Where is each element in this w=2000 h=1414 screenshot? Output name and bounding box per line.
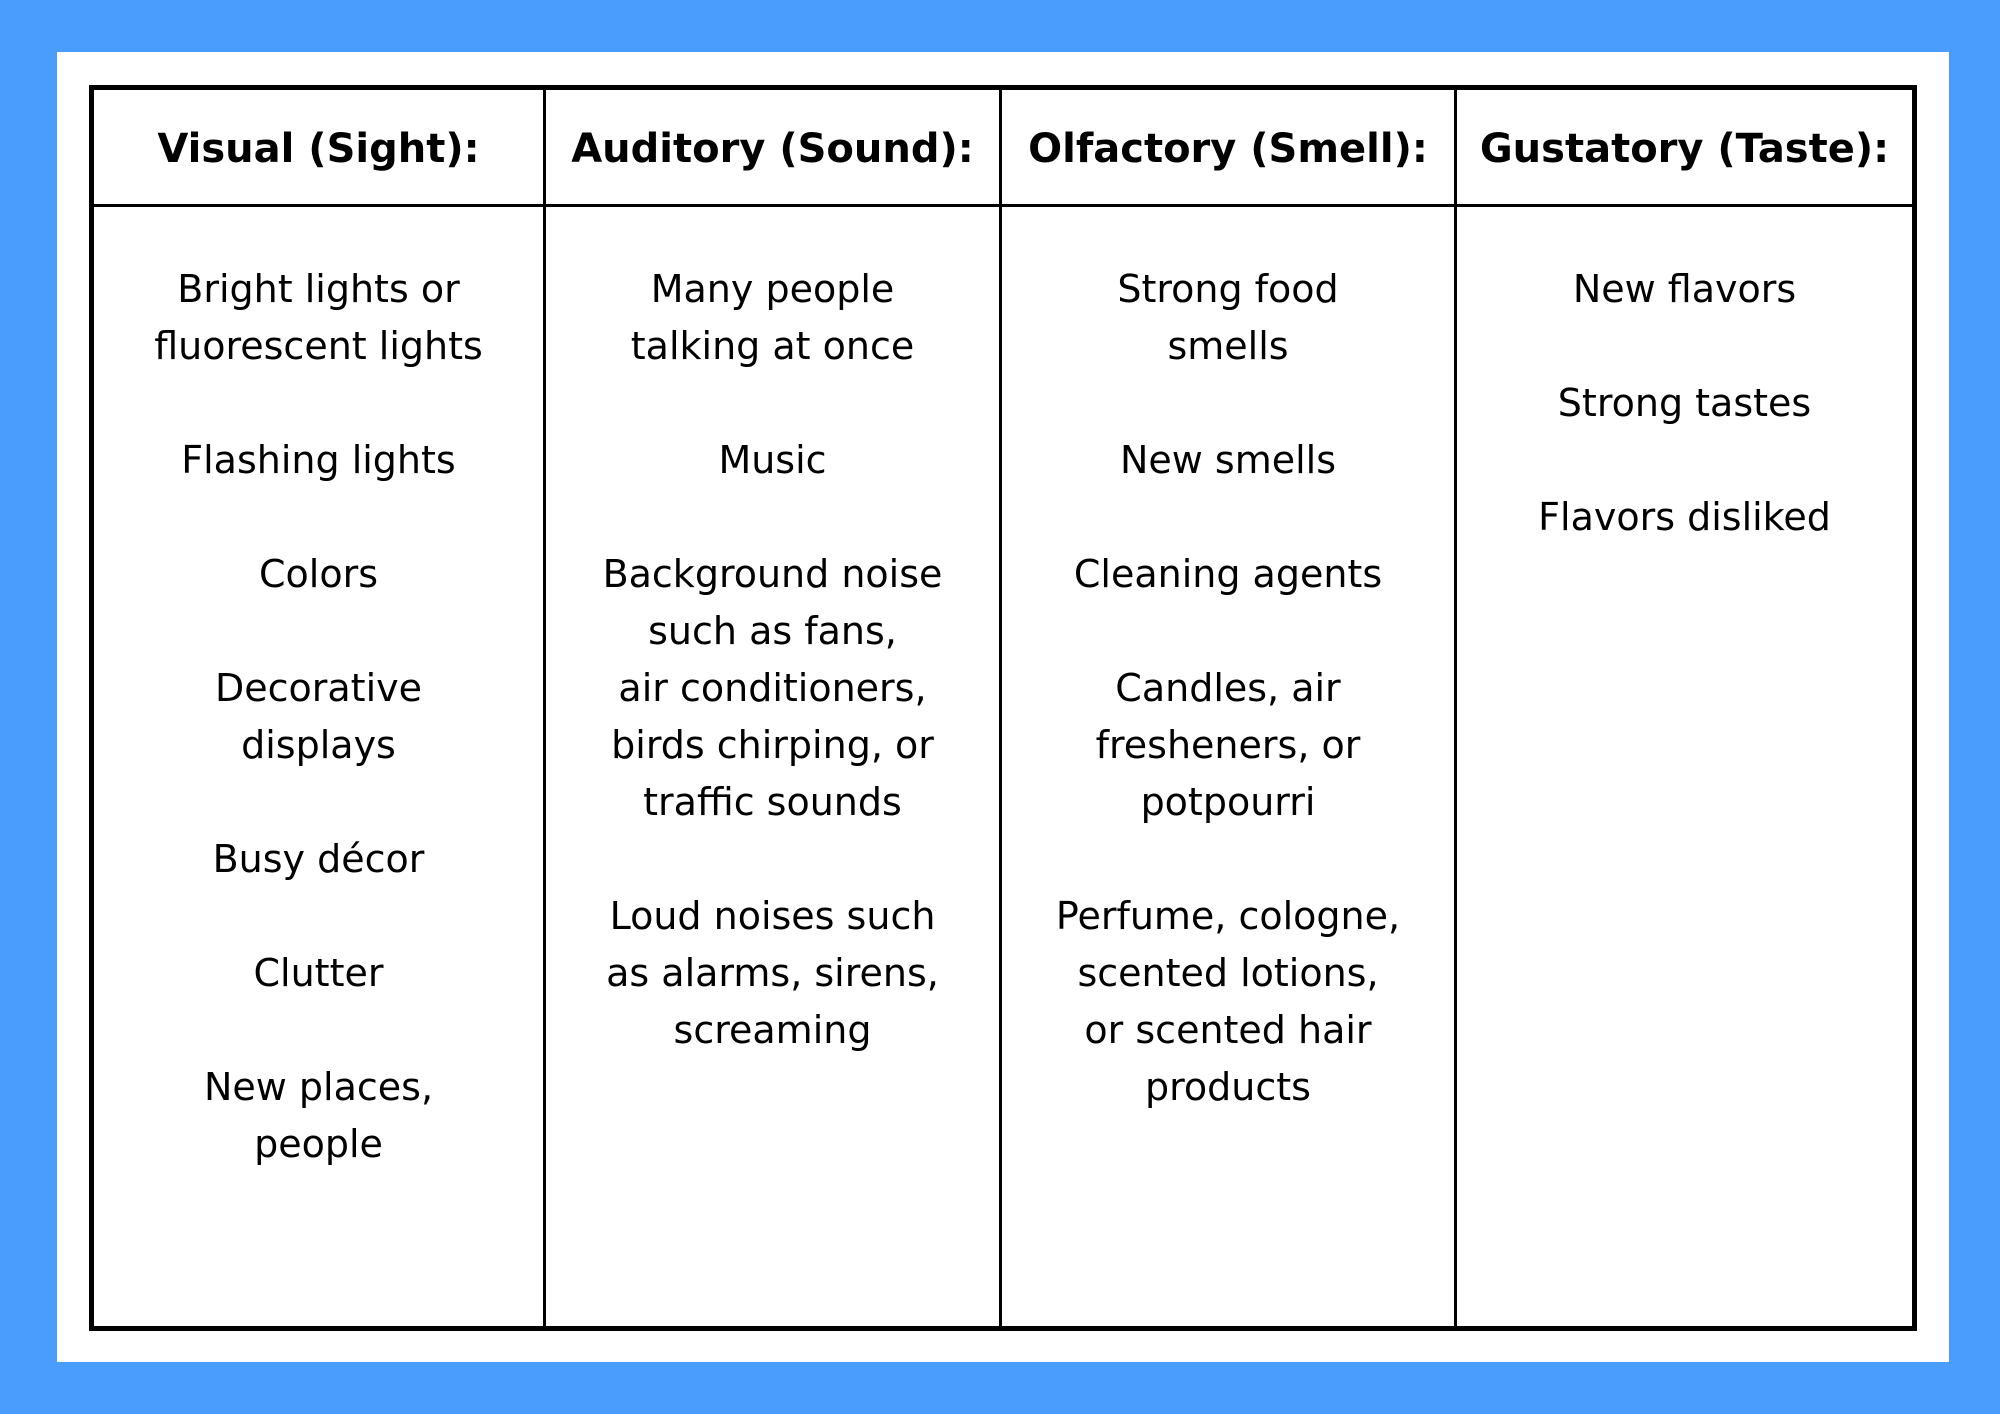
list-item: Colors bbox=[258, 552, 378, 596]
list-item: Cleaning agents bbox=[1073, 552, 1383, 596]
header-gustatory: Gustatory (Taste): bbox=[1457, 90, 1912, 207]
sensory-triggers-table bbox=[89, 85, 1917, 1331]
column-gustatory bbox=[1457, 207, 1912, 1326]
list-item: New smells bbox=[1119, 438, 1337, 482]
header-olfactory: Olfactory (Smell): bbox=[1002, 90, 1457, 207]
column-olfactory bbox=[1002, 207, 1457, 1326]
list-item: Loud noises such as alarms, sirens, screaming bbox=[606, 894, 939, 1052]
list-item: Clutter bbox=[253, 951, 384, 995]
list-item: Candles, air fresheners, or potpourri bbox=[1095, 666, 1361, 824]
list-item: Decorative displays bbox=[214, 666, 422, 767]
list-item: Flavors disliked bbox=[1538, 495, 1831, 539]
list-item: Strong tastes bbox=[1557, 381, 1812, 425]
list-item: Bright lights or fluorescent lights bbox=[154, 267, 483, 368]
list-item: Many people talking at once bbox=[630, 267, 915, 368]
list-item: Music bbox=[718, 438, 827, 482]
list-item: Strong food smells bbox=[1117, 267, 1339, 368]
list-item: Perfume, cologne, scented lotions, or scented hair products bbox=[1055, 894, 1401, 1109]
list-item: Busy décor bbox=[212, 837, 425, 881]
list-item: New places, people bbox=[203, 1065, 434, 1166]
header-visual: Visual (Sight): bbox=[94, 90, 546, 207]
list-item: New flavors bbox=[1572, 267, 1797, 311]
column-visual bbox=[94, 207, 546, 1326]
header-auditory: Auditory (Sound): bbox=[546, 90, 1002, 207]
list-item: Background noise such as fans, air conditioners, birds chirping, or traffic sounds bbox=[602, 552, 943, 824]
list-item: Flashing lights bbox=[181, 438, 456, 482]
column-auditory bbox=[546, 207, 1002, 1326]
